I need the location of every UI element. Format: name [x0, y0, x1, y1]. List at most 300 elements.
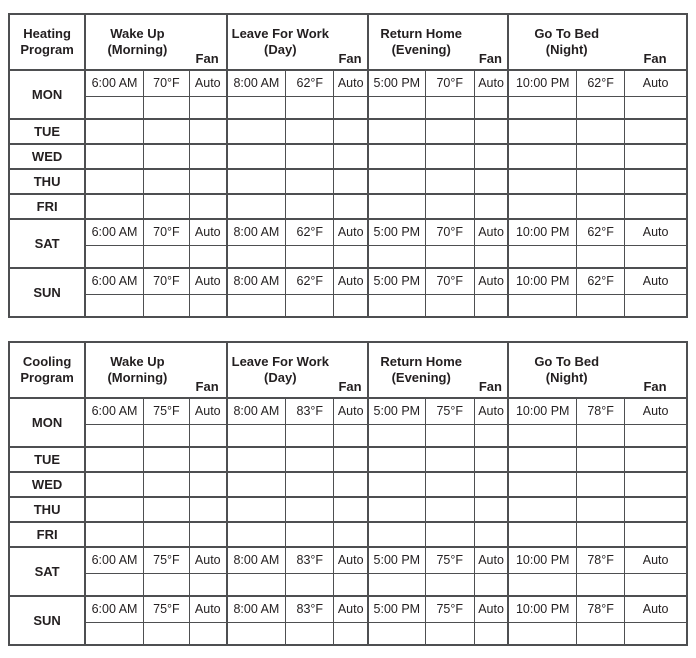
- empty-cell: [189, 119, 226, 144]
- empty-cell: [286, 194, 334, 219]
- time-cell: 5:00 PM: [368, 219, 425, 245]
- time-cell: 8:00 AM: [227, 70, 286, 96]
- empty-cell: [286, 472, 334, 497]
- empty-cell: [425, 169, 474, 194]
- fan-column-header: Fan: [478, 51, 502, 66]
- empty-cell: [189, 573, 226, 596]
- temp-cell: 78°F: [577, 547, 625, 573]
- empty-cell: [334, 144, 368, 169]
- empty-cell: [334, 119, 368, 144]
- heating-header-row: [9, 14, 687, 70]
- table-row-mon-blank: [9, 96, 687, 119]
- fan-column-header: Fan: [195, 379, 219, 394]
- time-cell: 10:00 PM: [508, 268, 576, 294]
- empty-cell: [334, 194, 368, 219]
- empty-cell: [625, 294, 687, 317]
- cooling-program-title: [9, 342, 85, 398]
- time-cell: 5:00 PM: [368, 398, 425, 424]
- empty-cell: [189, 194, 226, 219]
- empty-cell: [189, 447, 226, 472]
- empty-cell: [85, 573, 143, 596]
- fan-cell: Auto: [189, 547, 226, 573]
- temp-cell: 70°F: [425, 219, 474, 245]
- table-row-sun: [9, 596, 687, 622]
- group-title-line2: (Day): [264, 42, 297, 57]
- fan-cell: Auto: [189, 70, 226, 96]
- empty-cell: [474, 119, 508, 144]
- empty-cell: [577, 573, 625, 596]
- temp-cell: 78°F: [577, 398, 625, 424]
- empty-cell: [143, 245, 189, 268]
- empty-cell: [625, 96, 687, 119]
- program-title-line2: Program: [20, 370, 74, 385]
- day-label: SAT: [9, 547, 85, 596]
- empty-cell: [227, 472, 286, 497]
- table-row-thu: [9, 169, 687, 194]
- empty-cell: [85, 424, 143, 447]
- empty-cell: [577, 119, 625, 144]
- empty-cell: [189, 245, 226, 268]
- group-title-line1: Wake Up: [110, 353, 165, 369]
- cooling-group-return-home: [368, 342, 508, 398]
- table-row-mon: [9, 398, 687, 424]
- group-title-line1: Wake Up: [110, 25, 165, 41]
- time-cell: 8:00 AM: [227, 547, 286, 573]
- empty-cell: [577, 144, 625, 169]
- time-cell: 8:00 AM: [227, 219, 286, 245]
- empty-cell: [508, 573, 576, 596]
- empty-cell: [425, 472, 474, 497]
- table-row-mon-blank: [9, 424, 687, 447]
- fan-column-header: Fan: [643, 51, 667, 66]
- time-cell: 6:00 AM: [85, 70, 143, 96]
- group-title-line1: Return Home: [380, 353, 462, 369]
- day-label: FRI: [9, 194, 85, 219]
- empty-cell: [425, 194, 474, 219]
- cooling-group-go-to-bed: [508, 342, 687, 398]
- temp-cell: 75°F: [143, 547, 189, 573]
- empty-cell: [334, 472, 368, 497]
- time-cell: 5:00 PM: [368, 268, 425, 294]
- empty-cell: [577, 424, 625, 447]
- empty-cell: [508, 522, 576, 547]
- empty-cell: [227, 119, 286, 144]
- empty-cell: [474, 194, 508, 219]
- empty-cell: [577, 472, 625, 497]
- empty-cell: [425, 294, 474, 317]
- fan-cell: Auto: [334, 547, 368, 573]
- empty-cell: [334, 573, 368, 596]
- empty-cell: [625, 472, 687, 497]
- day-label: WED: [9, 472, 85, 497]
- temp-cell: 75°F: [425, 398, 474, 424]
- empty-cell: [334, 522, 368, 547]
- time-cell: 10:00 PM: [508, 596, 576, 622]
- fan-cell: Auto: [474, 219, 508, 245]
- empty-cell: [85, 96, 143, 119]
- temp-cell: 62°F: [286, 70, 334, 96]
- fan-cell: Auto: [625, 219, 687, 245]
- time-cell: 10:00 PM: [508, 219, 576, 245]
- empty-cell: [508, 472, 576, 497]
- empty-cell: [577, 294, 625, 317]
- empty-cell: [189, 497, 226, 522]
- empty-cell: [368, 119, 425, 144]
- empty-cell: [334, 622, 368, 645]
- program-title-line1: Heating: [23, 25, 71, 41]
- heating-group-go-to-bed: [508, 14, 687, 70]
- table-row-mon: [9, 70, 687, 96]
- empty-cell: [474, 472, 508, 497]
- empty-cell: [625, 622, 687, 645]
- empty-cell: [625, 119, 687, 144]
- group-title-line1: Go To Bed: [534, 25, 600, 41]
- empty-cell: [85, 294, 143, 317]
- empty-cell: [474, 144, 508, 169]
- cooling-group-wake-up: [85, 342, 226, 398]
- fan-cell: Auto: [474, 268, 508, 294]
- empty-cell: [227, 96, 286, 119]
- empty-cell: [85, 144, 143, 169]
- empty-cell: [227, 622, 286, 645]
- temp-cell: 78°F: [577, 596, 625, 622]
- fan-cell: Auto: [189, 219, 226, 245]
- empty-cell: [189, 144, 226, 169]
- empty-cell: [508, 144, 576, 169]
- fan-column-header: Fan: [338, 51, 362, 66]
- empty-cell: [85, 522, 143, 547]
- empty-cell: [189, 96, 226, 119]
- fan-cell: Auto: [474, 547, 508, 573]
- empty-cell: [425, 424, 474, 447]
- fan-cell: Auto: [334, 219, 368, 245]
- empty-cell: [334, 424, 368, 447]
- empty-cell: [286, 497, 334, 522]
- empty-cell: [368, 144, 425, 169]
- empty-cell: [189, 169, 226, 194]
- empty-cell: [577, 169, 625, 194]
- temp-cell: 75°F: [425, 547, 474, 573]
- empty-cell: [227, 447, 286, 472]
- empty-cell: [143, 194, 189, 219]
- temp-cell: 62°F: [577, 268, 625, 294]
- fan-cell: Auto: [189, 268, 226, 294]
- empty-cell: [368, 96, 425, 119]
- empty-cell: [625, 573, 687, 596]
- empty-cell: [508, 245, 576, 268]
- empty-cell: [227, 573, 286, 596]
- empty-cell: [227, 424, 286, 447]
- empty-cell: [508, 96, 576, 119]
- table-row-wed: [9, 472, 687, 497]
- program-title-line2: Program: [20, 42, 74, 57]
- empty-cell: [625, 424, 687, 447]
- empty-cell: [508, 424, 576, 447]
- empty-cell: [625, 169, 687, 194]
- fan-cell: Auto: [625, 268, 687, 294]
- empty-cell: [85, 245, 143, 268]
- group-title-line2: (Night): [545, 42, 588, 57]
- table-row-fri: [9, 194, 687, 219]
- empty-cell: [508, 497, 576, 522]
- fan-cell: Auto: [334, 70, 368, 96]
- group-title-line1: Leave For Work: [231, 353, 329, 369]
- empty-cell: [368, 573, 425, 596]
- empty-cell: [368, 245, 425, 268]
- cooling-header-row: [9, 342, 687, 398]
- temp-cell: 62°F: [577, 219, 625, 245]
- temp-cell: 75°F: [143, 398, 189, 424]
- temp-cell: 75°F: [143, 596, 189, 622]
- empty-cell: [286, 447, 334, 472]
- program-title-line1: Cooling: [22, 353, 72, 369]
- empty-cell: [508, 447, 576, 472]
- empty-cell: [189, 424, 226, 447]
- day-label: WED: [9, 144, 85, 169]
- empty-cell: [577, 96, 625, 119]
- table-row-thu: [9, 497, 687, 522]
- empty-cell: [368, 522, 425, 547]
- empty-cell: [286, 96, 334, 119]
- empty-cell: [577, 497, 625, 522]
- time-cell: 10:00 PM: [508, 547, 576, 573]
- empty-cell: [286, 573, 334, 596]
- fan-cell: Auto: [625, 398, 687, 424]
- empty-cell: [85, 472, 143, 497]
- empty-cell: [368, 194, 425, 219]
- empty-cell: [577, 622, 625, 645]
- empty-cell: [425, 622, 474, 645]
- empty-cell: [474, 245, 508, 268]
- empty-cell: [425, 119, 474, 144]
- time-cell: 5:00 PM: [368, 596, 425, 622]
- day-label: THU: [9, 169, 85, 194]
- empty-cell: [368, 424, 425, 447]
- empty-cell: [85, 194, 143, 219]
- time-cell: 8:00 AM: [227, 268, 286, 294]
- empty-cell: [143, 472, 189, 497]
- empty-cell: [286, 144, 334, 169]
- fan-column-header: Fan: [338, 379, 362, 394]
- empty-cell: [334, 294, 368, 317]
- time-cell: 5:00 PM: [368, 547, 425, 573]
- empty-cell: [368, 447, 425, 472]
- table-row-sat-blank: [9, 245, 687, 268]
- empty-cell: [474, 294, 508, 317]
- fan-cell: Auto: [334, 596, 368, 622]
- empty-cell: [143, 424, 189, 447]
- time-cell: 6:00 AM: [85, 268, 143, 294]
- empty-cell: [508, 119, 576, 144]
- time-cell: 8:00 AM: [227, 596, 286, 622]
- empty-cell: [368, 497, 425, 522]
- temp-cell: 62°F: [577, 70, 625, 96]
- fan-cell: Auto: [334, 398, 368, 424]
- empty-cell: [625, 144, 687, 169]
- empty-cell: [143, 144, 189, 169]
- temp-cell: 62°F: [286, 219, 334, 245]
- day-label: MON: [9, 398, 85, 447]
- fan-cell: Auto: [625, 547, 687, 573]
- time-cell: 6:00 AM: [85, 398, 143, 424]
- heating-group-leave-for-work: [227, 14, 368, 70]
- empty-cell: [227, 497, 286, 522]
- time-cell: 8:00 AM: [227, 398, 286, 424]
- day-label: THU: [9, 497, 85, 522]
- fan-cell: Auto: [334, 268, 368, 294]
- group-title-line1: Return Home: [380, 25, 462, 41]
- empty-cell: [143, 294, 189, 317]
- temp-cell: 70°F: [143, 268, 189, 294]
- empty-cell: [425, 96, 474, 119]
- empty-cell: [625, 522, 687, 547]
- empty-cell: [85, 622, 143, 645]
- fan-cell: Auto: [189, 596, 226, 622]
- empty-cell: [227, 522, 286, 547]
- empty-cell: [577, 194, 625, 219]
- day-label: MON: [9, 70, 85, 119]
- empty-cell: [508, 194, 576, 219]
- group-title-line1: Leave For Work: [231, 25, 329, 41]
- time-cell: 6:00 AM: [85, 547, 143, 573]
- empty-cell: [577, 245, 625, 268]
- empty-cell: [227, 194, 286, 219]
- group-title-line2: (Night): [545, 370, 588, 385]
- empty-cell: [334, 245, 368, 268]
- table-row-tue: [9, 119, 687, 144]
- table-row-wed: [9, 144, 687, 169]
- empty-cell: [189, 294, 226, 317]
- heating-group-wake-up: [85, 14, 226, 70]
- table-row-tue: [9, 447, 687, 472]
- empty-cell: [227, 169, 286, 194]
- group-title-line2: (Morning): [107, 370, 168, 385]
- fan-cell: Auto: [474, 70, 508, 96]
- empty-cell: [474, 96, 508, 119]
- temp-cell: 83°F: [286, 596, 334, 622]
- empty-cell: [425, 447, 474, 472]
- empty-cell: [227, 245, 286, 268]
- empty-cell: [334, 497, 368, 522]
- empty-cell: [143, 119, 189, 144]
- day-label: TUE: [9, 119, 85, 144]
- empty-cell: [143, 497, 189, 522]
- time-cell: 10:00 PM: [508, 398, 576, 424]
- empty-cell: [85, 447, 143, 472]
- empty-cell: [474, 169, 508, 194]
- table-row-sat-blank: [9, 573, 687, 596]
- heating-program-title: [9, 14, 85, 70]
- fan-cell: Auto: [625, 70, 687, 96]
- temp-cell: 75°F: [425, 596, 474, 622]
- empty-cell: [286, 245, 334, 268]
- table-row-fri: [9, 522, 687, 547]
- temp-cell: 62°F: [286, 268, 334, 294]
- empty-cell: [625, 447, 687, 472]
- empty-cell: [143, 522, 189, 547]
- empty-cell: [625, 497, 687, 522]
- cooling-group-leave-for-work: [227, 342, 368, 398]
- temp-cell: 70°F: [425, 70, 474, 96]
- empty-cell: [368, 294, 425, 317]
- table-row-sat: [9, 547, 687, 573]
- empty-cell: [189, 522, 226, 547]
- empty-cell: [577, 522, 625, 547]
- time-cell: 6:00 AM: [85, 596, 143, 622]
- empty-cell: [286, 119, 334, 144]
- empty-cell: [425, 573, 474, 596]
- fan-cell: Auto: [474, 398, 508, 424]
- empty-cell: [189, 472, 226, 497]
- empty-cell: [189, 622, 226, 645]
- empty-cell: [625, 194, 687, 219]
- day-label: FRI: [9, 522, 85, 547]
- empty-cell: [474, 522, 508, 547]
- empty-cell: [474, 573, 508, 596]
- empty-cell: [334, 169, 368, 194]
- temp-cell: 70°F: [425, 268, 474, 294]
- fan-cell: Auto: [189, 398, 226, 424]
- day-label: SAT: [9, 219, 85, 268]
- empty-cell: [85, 497, 143, 522]
- fan-column-header: Fan: [643, 379, 667, 394]
- empty-cell: [85, 169, 143, 194]
- fan-cell: Auto: [625, 596, 687, 622]
- group-title-line2: (Evening): [391, 42, 451, 57]
- empty-cell: [425, 144, 474, 169]
- empty-cell: [334, 447, 368, 472]
- empty-cell: [508, 622, 576, 645]
- table-row-sat: [9, 219, 687, 245]
- cooling-program-table: [8, 341, 688, 646]
- fan-column-header: Fan: [195, 51, 219, 66]
- day-label: TUE: [9, 447, 85, 472]
- temp-cell: 70°F: [143, 70, 189, 96]
- empty-cell: [143, 96, 189, 119]
- empty-cell: [286, 622, 334, 645]
- empty-cell: [286, 522, 334, 547]
- empty-cell: [143, 447, 189, 472]
- time-cell: 6:00 AM: [85, 219, 143, 245]
- fan-cell: Auto: [474, 596, 508, 622]
- table-row-sun: [9, 268, 687, 294]
- empty-cell: [474, 424, 508, 447]
- empty-cell: [577, 447, 625, 472]
- empty-cell: [286, 294, 334, 317]
- empty-cell: [474, 447, 508, 472]
- table-row-sun-blank: [9, 622, 687, 645]
- empty-cell: [425, 522, 474, 547]
- group-title-line2: (Morning): [107, 42, 168, 57]
- empty-cell: [508, 169, 576, 194]
- day-label: SUN: [9, 268, 85, 317]
- temp-cell: 70°F: [143, 219, 189, 245]
- empty-cell: [474, 622, 508, 645]
- empty-cell: [474, 497, 508, 522]
- temp-cell: 83°F: [286, 547, 334, 573]
- empty-cell: [625, 245, 687, 268]
- empty-cell: [368, 472, 425, 497]
- group-title-line2: (Evening): [391, 370, 451, 385]
- time-cell: 10:00 PM: [508, 70, 576, 96]
- empty-cell: [286, 169, 334, 194]
- empty-cell: [143, 169, 189, 194]
- day-label: SUN: [9, 596, 85, 645]
- temp-cell: 83°F: [286, 398, 334, 424]
- group-title-line2: (Day): [264, 370, 297, 385]
- table-row-sun-blank: [9, 294, 687, 317]
- heating-group-return-home: [368, 14, 508, 70]
